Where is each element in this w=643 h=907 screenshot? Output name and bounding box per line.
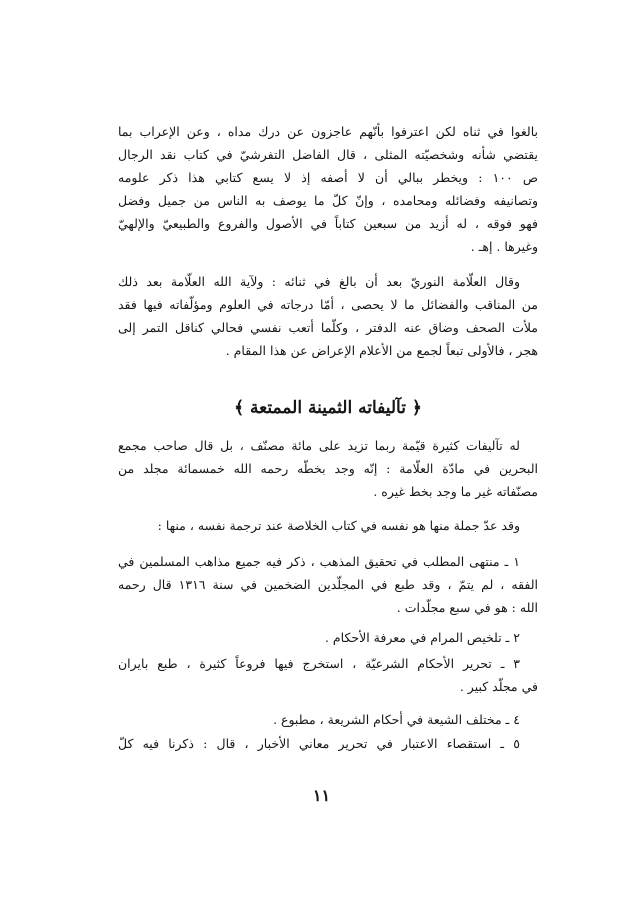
text-line: بالغوا في ثناه لكن اعترفوا بأنّهم عاجزون عن درك مداه ، وعن الإعراب بما	[118, 124, 538, 139]
paragraph-praise	[118, 120, 538, 258]
text-line: وتصانيفه وفضائله ومحامده ، وإنّ كلّ ما يوصف به الناس من جميل وفضل	[118, 193, 538, 208]
list-item	[118, 732, 538, 755]
list-item	[118, 708, 538, 731]
text-line: يقتضي شأنه وشخصيّته المثلى ، قال الفاضل التفرشيّ في كتاب نقد الرجال	[118, 147, 538, 162]
text-line: هجر ، فالأولى تبعاً لجمع من الأعلام الإعراض عن هذا المقام .	[225, 343, 538, 358]
text-line: ٥ ـ استقصاء الاعتبار في تحرير معاني الأخبار ، قال : ذكرنا فيه كلّ	[118, 736, 520, 751]
text-line: وقد عدّ جملة منها هو نفسه في كتاب الخلاصة عند ترجمة نفسه ، منها :	[157, 518, 520, 533]
text-line: ١ ـ منتهى المطلب في تحقيق المذهب ، ذكر فيه جميع مذاهب المسلمين في	[118, 554, 520, 569]
text-line: فهو فوقه ، له أزيد من سبعين كتاباً في الأصول والفروع والطبيعيّ والإلهيّ	[118, 216, 538, 231]
text-line: ملأت الصحف وضاق عنه الدفتر ، وكلّما أتعب نفسي فحالي كناقل التمر إلى	[118, 320, 538, 335]
text-line: ص ١٠٠ : ويخطر ببالي أن لا أصفه إذ لا يسع كتابي هذا ذكر علومه	[118, 170, 538, 185]
text-line: ٤ ـ مختلف الشيعة في أحكام الشريعة ، مطبوع .	[273, 712, 520, 727]
page-number: ١١	[312, 786, 331, 805]
text-line: ٣ ـ تحرير الأحكام الشرعيّة ، استخرج فيها فروعاً كثيرة ، طبع بايران	[118, 656, 520, 671]
text-line: الفقه ، لم يتمّ ، وقد طبع في المجلّدين الضخمين في سنة ١٣١٦ قال رحمه	[118, 577, 538, 592]
paragraph-self-listing	[118, 514, 538, 537]
paragraph-works-count	[118, 434, 538, 503]
list-item	[118, 652, 538, 698]
text-line: وغيرها . إهـ .	[470, 239, 538, 254]
text-line: من المناقب والفضائل ما لا يحصى ، أمّا درجاته في العلوم ومؤلّفاته فيها فقد	[118, 297, 538, 312]
text-line: ٢ ـ تلخيص المرام في معرفة الأحكام .	[324, 630, 520, 645]
text-line: له تآليفات كثيرة قيّمة ربما تزيد على مائة مصنّف ، بل قال صاحب مجمع	[118, 438, 520, 453]
text-line: مصنّفاته غير ما وجد بخط غيره .	[373, 484, 538, 499]
paragraph-nouri-quote	[118, 270, 538, 362]
text-line: وقال العلّامة النوريّ بعد أن بالغ في ثنائه : ولآية الله العلّامة بعد ذلك	[118, 274, 520, 289]
text-line: في مجلّد كبير .	[459, 679, 538, 694]
list-item	[118, 626, 538, 649]
text-line: البحرين في مادّة العلّامة : إنّه وجد بخطّه رحمه الله خمسمائة مجلد من	[118, 461, 538, 476]
list-item	[118, 550, 538, 619]
section-heading: ﴿ تآليفاته الثمينة الممتعة ﴾	[234, 398, 422, 418]
text-line: الله : هو في سبع مجلّدات .	[396, 600, 538, 615]
